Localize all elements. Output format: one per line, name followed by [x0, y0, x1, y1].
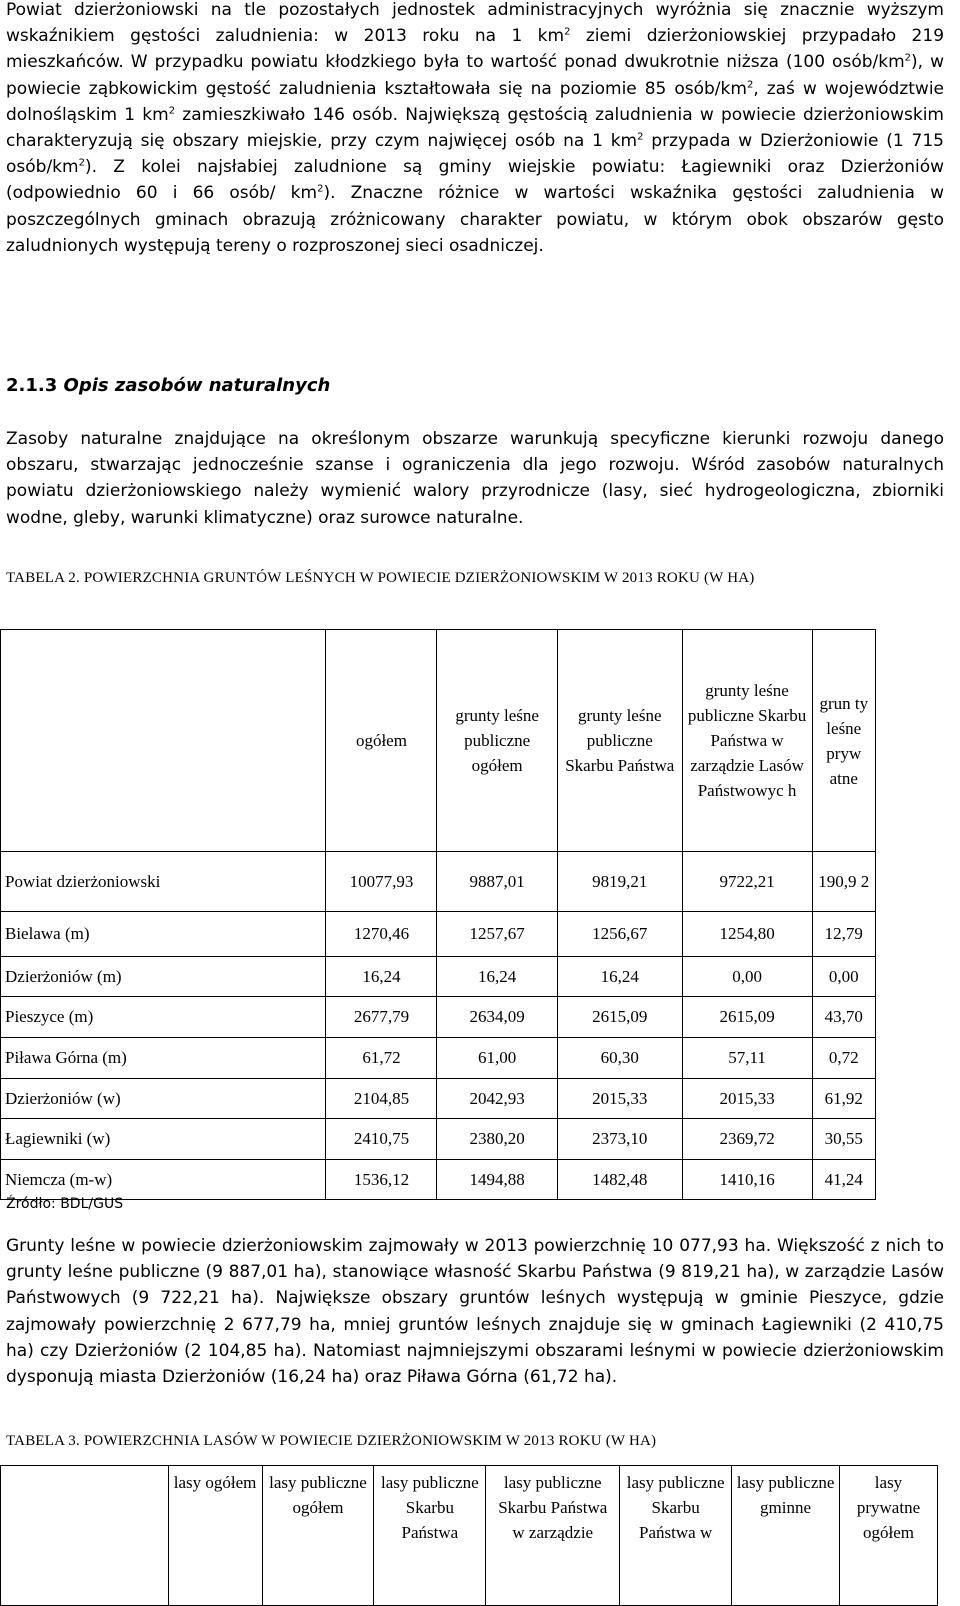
table-cell: 2373,10 [557, 1119, 682, 1160]
superscript: 2 [637, 131, 644, 143]
table-cell: 9887,01 [437, 852, 557, 912]
table-row [1, 997, 876, 1038]
table-row-label: Bielawa (m) [1, 912, 326, 957]
section-title: Opis zasobów naturalnych [63, 375, 331, 396]
table-header-cell: lasy prywatne ogółem [840, 1466, 938, 1606]
table-row-label: Dzierżoniów (w) [1, 1079, 326, 1119]
superscript: 2 [564, 26, 571, 38]
table-header-cell: lasy ogółem [168, 1466, 262, 1606]
table-row [1, 1119, 876, 1160]
table-cell: 2615,09 [682, 997, 812, 1038]
table-row-label: Niemcza (m-w) [1, 1160, 326, 1200]
table-row-label: Pieszyce (m) [1, 997, 326, 1038]
table-cell: 1536,12 [326, 1160, 437, 1200]
table-cell: 61,92 [812, 1079, 875, 1119]
table-header-cell: grunty leśne publiczne ogółem [437, 630, 557, 852]
section-paragraph: Zasoby naturalne znajdujące na określonym obszarze warunkują specyficzne kierunki rozwoju danego obszaru, stwarzając jednocześnie szanse i ograniczenia dla jego rozwoju. Wśród zasobów naturalnych powiatu dzierżoniowskiego należy wymienić walory przyrodnicze (lasy, sieć hydrogeologiczna, zbiorniki wodne, gleby, warunki klimatyczne) oraz surowce naturalne. [6, 429, 944, 528]
table-header-cell: grunty leśne publiczne Skarbu Państwa [557, 630, 682, 852]
intro-text-5: zamieszkiwało 146 osób. Największą gęstością zaludnienia w powiecie dzierżoniowskim charakteryzują się obszary miejskie, przy czym najwięcej osób na 1 km [6, 104, 944, 152]
table-cell: 9722,21 [682, 852, 812, 912]
table-header-row [1, 1466, 938, 1606]
table-row-label: Łagiewniki (w) [1, 1119, 326, 1160]
table-row [1, 912, 876, 957]
table-cell: 2615,09 [557, 997, 682, 1038]
table-header-cell [1, 1466, 169, 1606]
table-cell: 1410,16 [682, 1160, 812, 1200]
intro-text-1: Powiat dzierżoniowski na tle pozostałych jednostek administracyjnych wyróżnia się znacznie wyższym wskaźnikiem gęstości zaludnienia: w 2013 roku na 1 km [6, 0, 944, 47]
table-cell: 2015,33 [682, 1079, 812, 1119]
intro-text-3: ), w powiecie ząbkowickim gęstość zaludnienia kształtowała się na poziomie 85 osób/km [6, 52, 944, 99]
table-cell: 2677,79 [326, 997, 437, 1038]
table-row [1, 852, 876, 912]
table-cell: 43,70 [812, 997, 875, 1038]
table-header-cell: grun ty leśne pryw atne [812, 630, 875, 852]
table-header-row [1, 630, 876, 852]
table-2-caption: TABELA 2. POWIERZCHNIA GRUNTÓW LEŚNYCH W POWIECIE DZIERŻONIOWSKIM W 2013 ROKU (W HA) [6, 570, 755, 586]
table-row-label: Dzierżoniów (m) [1, 957, 326, 997]
table-header-cell: lasy publiczne gminne [732, 1466, 840, 1606]
table-source: Źródło: BDL/GUS [6, 1196, 124, 1212]
table-cell: 2104,85 [326, 1079, 437, 1119]
table-cell: 0,72 [812, 1038, 875, 1079]
table-cell: 1270,46 [326, 912, 437, 957]
table-cell: 2634,09 [437, 997, 557, 1038]
table-cell: 1254,80 [682, 912, 812, 957]
table-cell: 61,00 [437, 1038, 557, 1079]
table-cell: 16,24 [557, 957, 682, 997]
superscript: 2 [317, 183, 324, 195]
table-cell: 1494,88 [437, 1160, 557, 1200]
table-row [1, 957, 876, 997]
section-heading [6, 375, 330, 396]
intro-text-4: , zaś w województwie dolnośląskim 1 km [6, 78, 944, 125]
table-cell: 57,11 [682, 1038, 812, 1079]
forest-land-table [0, 629, 876, 1200]
table-header-cell: ogółem [326, 630, 437, 852]
superscript: 2 [746, 78, 754, 90]
table-row [1, 1079, 876, 1119]
table-header-cell [1, 630, 326, 852]
table-cell: 2410,75 [326, 1119, 437, 1160]
table-cell: 1482,48 [557, 1160, 682, 1200]
table-3-caption: TABELA 3. POWIERZCHNIA LASÓW W POWIECIE DZIERŻONIOWSKIM W 2013 ROKU (W HA) [6, 1433, 657, 1449]
table-cell: 30,55 [812, 1119, 875, 1160]
intro-text-8: ). Znaczne różnice w wartości wskaźnika gęstości zaludnienia w poszczególnych gminach obrazują zróżnicowany charakter powiatu, w którym obok obszarów gęsto zaludnionych występują tereny o rozproszonej sieci osadniczej. [6, 183, 944, 256]
table-cell: 190,9 2 [812, 852, 875, 912]
table-cell: 60,30 [557, 1038, 682, 1079]
section-number: 2.1.3 [6, 375, 58, 396]
table-header-cell: lasy publiczne Skarbu Państwa [374, 1466, 486, 1606]
table-header-cell: lasy publiczne Skarbu Państwa w zarządzie [486, 1466, 620, 1606]
table-cell: 12,79 [812, 912, 875, 957]
table-cell: 61,72 [326, 1038, 437, 1079]
intro-paragraph [6, 0, 944, 259]
table-row-label: Piława Górna (m) [1, 1038, 326, 1079]
table-cell: 16,24 [437, 957, 557, 997]
table-row-label: Powiat dzierżoniowski [1, 852, 326, 912]
table-cell: 1256,67 [557, 912, 682, 957]
table-cell: 2042,93 [437, 1079, 557, 1119]
table-cell: 2369,72 [682, 1119, 812, 1160]
table-cell: 2380,20 [437, 1119, 557, 1160]
table-row [1, 1038, 876, 1079]
table-cell: 0,00 [682, 957, 812, 997]
intro-text-2: ziemi dzierżoniowskiej przypadało 219 mieszkańców. W przypadku powiatu kłodzkiego była to wartość ponad dwukrotnie niższa (100 osób/km [6, 26, 945, 73]
table-cell: 9819,21 [557, 852, 682, 912]
table-header-cell: lasy publiczne Skarbu Państwa w [620, 1466, 732, 1606]
intro-text-7: ). Z kolei najsłabiej zaludnione są gminy wiejskie powiatu: Łagiewniki oraz Dzierżoniów (odpowiednio 60 i 66 osób/ km [6, 157, 944, 204]
intro-text-6: przypada w Dzierżoniowie (1 715 osób/km [6, 131, 944, 178]
table-row [1, 1160, 876, 1200]
forest-paragraph: Grunty leśne w powiecie dzierżoniowskim zajmowały w 2013 powierzchnię 10 077,93 ha. Większość z nich to grunty leśne publiczne (9 887,01 ha), stanowiące własność Skarbu Państwa (9 819,21 ha), w zarządzie Lasów Państwowych (9 722,21 ha). Największe obszary gruntów leśnych występują w gminie Pieszyce, gdzie zajmowały powierzchnię 2 677,79 ha, mniej gruntów leśnych znajduje się w gminach Łagiewniki (2 410,75 ha) czy Dzierżoniów (2 104,85 ha). Natomiast najmniejszymi obszarami leśnymi w powiecie dzierżoniowskim dysponują miasta Dzierżoniów (16,24 ha) oraz Piława Górna (61,72 ha). [6, 1236, 944, 1388]
table-header-cell: lasy publiczne ogółem [262, 1466, 374, 1606]
table-cell: 10077,93 [326, 852, 437, 912]
table-cell: 41,24 [812, 1160, 875, 1200]
table-header-cell: grunty leśne publiczne Skarbu Państwa w zarządzie Lasów Państwowyc h [682, 630, 812, 852]
superscript: 2 [904, 52, 912, 64]
superscript: 2 [78, 157, 85, 169]
superscript: 2 [168, 105, 176, 117]
table-cell: 0,00 [812, 957, 875, 997]
table-cell: 2015,33 [557, 1079, 682, 1119]
table-cell: 16,24 [326, 957, 437, 997]
table-cell: 1257,67 [437, 912, 557, 957]
forests-table [0, 1465, 938, 1606]
